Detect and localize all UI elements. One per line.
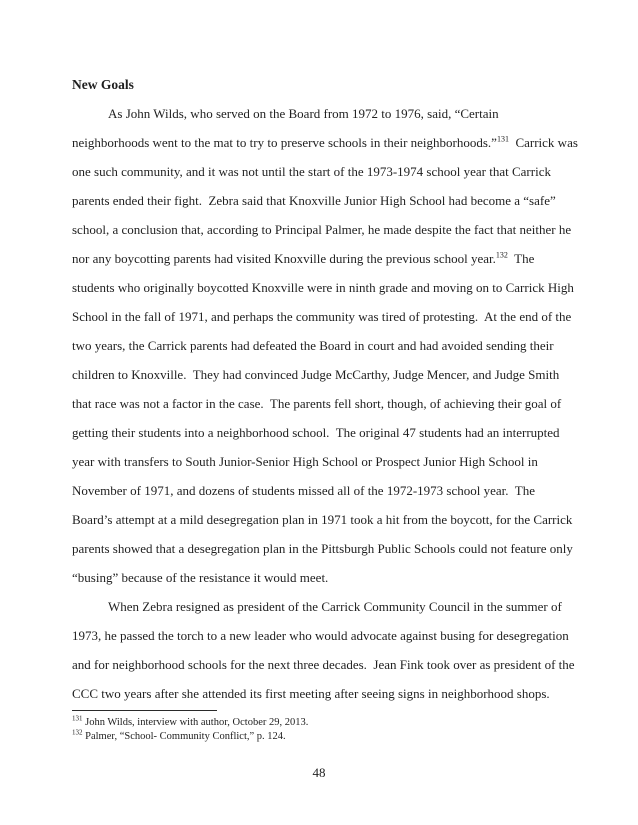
- body-line: [72, 186, 592, 215]
- body-line: [72, 679, 592, 708]
- body-line: [72, 476, 592, 505]
- text-segment: School in the fall of 1971, and perhaps the community was tired of protesting. At the end of the: [72, 309, 572, 324]
- text-segment: one such community, and it was not until the start of the 1973-1974 school year that Carrick: [72, 164, 551, 179]
- text-segment: children to Knoxville. They had convinced Judge McCarthy, Judge Mencer, and Judge Smith: [72, 367, 560, 382]
- text-segment: getting their students into a neighborhood school. The original 47 students had an interrupted: [72, 425, 560, 440]
- text-segment: that race was not a factor in the case. The parents fell short, though, of achieving their goal of: [72, 396, 562, 411]
- body-line: [72, 389, 592, 418]
- body-line: [72, 99, 592, 128]
- body-paragraphs: [72, 99, 592, 708]
- body-line: [72, 418, 592, 447]
- body-line: [72, 244, 592, 273]
- body-line: [72, 621, 592, 650]
- document-body: [72, 70, 592, 708]
- text-segment: two years, the Carrick parents had defeated the Board in court and had avoided sending their: [72, 338, 554, 353]
- text-segment: students who originally boycotted Knoxville were in ninth grade and moving on to Carrick High: [72, 280, 574, 295]
- body-line: [72, 563, 592, 592]
- body-line: [72, 447, 592, 476]
- text-segment: and for neighborhood schools for the next three decades. Jean Fink took over as president of the: [72, 657, 575, 672]
- text-segment: parents ended their fight. Zebra said that Knoxville Junior High School had become a “safe”: [72, 193, 556, 208]
- text-segment: Carrick was: [508, 135, 578, 150]
- footnote-list: [72, 716, 572, 744]
- body-line: [72, 534, 592, 563]
- footnote-text: Palmer, “School- Community Conflict,” p. 124.: [82, 731, 286, 742]
- text-segment: school, a conclusion that, according to Principal Palmer, he made despite the fact that neither he: [72, 222, 572, 237]
- footnotes-section: [72, 710, 572, 744]
- text-segment: Board’s attempt at a mild desegregation plan in 1971 took a hit from the boycott, for the Carrick: [72, 512, 573, 527]
- page-number: 48: [312, 765, 326, 780]
- body-line: [72, 650, 592, 679]
- text-segment: The: [507, 251, 535, 266]
- body-line: [72, 128, 592, 157]
- text-segment: “busing” because of the resistance it would meet.: [72, 570, 329, 585]
- text-segment: As John Wilds, who served on the Board from 1972 to 1976, said, “Certain: [108, 106, 499, 121]
- footnote-reference: 132: [495, 250, 508, 260]
- text-segment: When Zebra resigned as president of the Carrick Community Council in the summer of: [108, 599, 562, 614]
- body-line: [72, 592, 592, 621]
- text-segment: parents showed that a desegregation plan in the Pittsburgh Public Schools could not feature only: [72, 541, 573, 556]
- body-line: [72, 273, 592, 302]
- footnote-reference: 131: [72, 714, 83, 723]
- footnote-separator: [72, 710, 217, 711]
- text-segment: neighborhoods went to the mat to try to preserve schools in their neighborhoods.”: [72, 135, 497, 150]
- text-segment: nor any boycotting parents had visited Knoxville during the previous school year.: [72, 251, 496, 266]
- body-line: [72, 157, 592, 186]
- footnote-line: [72, 716, 572, 730]
- text-segment: year with transfers to South Junior-Senior High School or Prospect Junior High School in: [72, 454, 538, 469]
- footnote-line: [72, 730, 572, 744]
- footnote-reference: 132: [72, 728, 83, 737]
- body-line: [72, 505, 592, 534]
- footnote-reference: 131: [496, 134, 509, 144]
- section-heading: New Goals: [72, 77, 134, 92]
- body-line: [72, 215, 592, 244]
- text-segment: CCC two years after she attended its first meeting after seeing signs in neighborhood shops.: [72, 686, 550, 701]
- text-segment: 1973, he passed the torch to a new leader who would advocate against busing for desegregation: [72, 628, 569, 643]
- footnote-text: John Wilds, interview with author, October 29, 2013.: [82, 717, 309, 728]
- body-line: [72, 302, 592, 331]
- body-line: [72, 360, 592, 389]
- body-line: [72, 331, 592, 360]
- text-segment: November of 1971, and dozens of students missed all of the 1972-1973 school year. The: [72, 483, 535, 498]
